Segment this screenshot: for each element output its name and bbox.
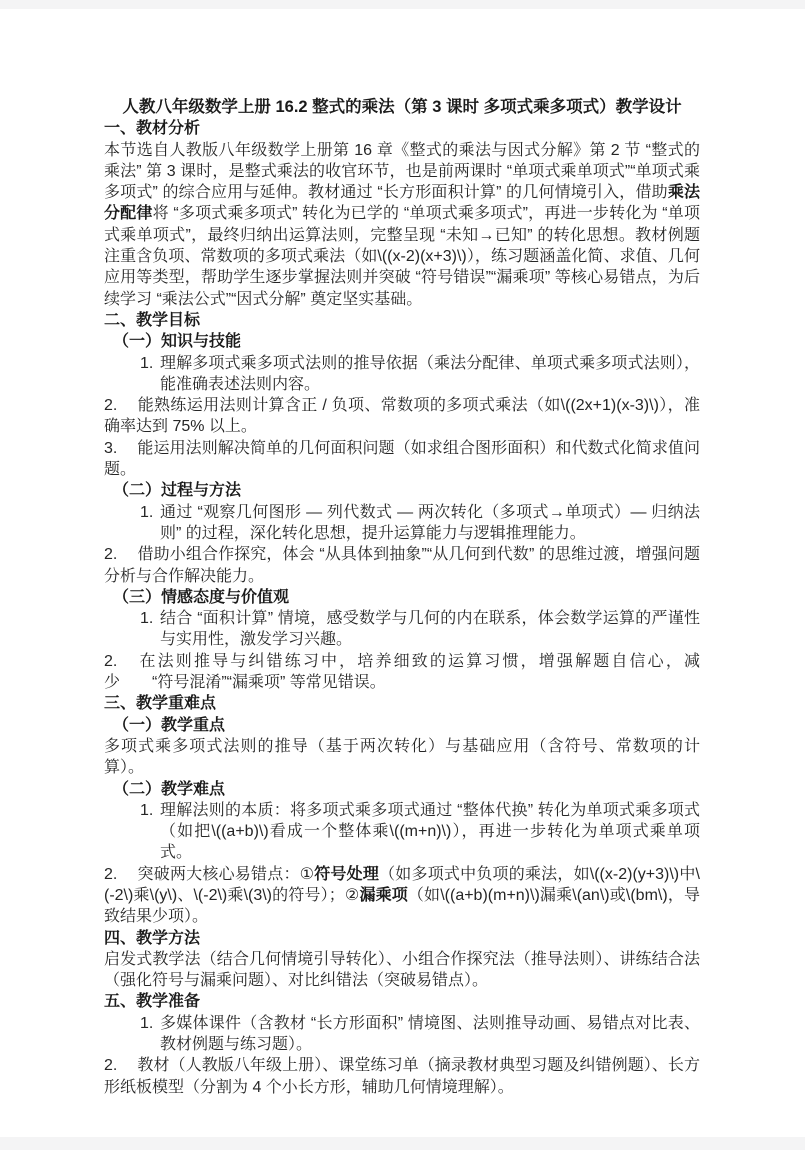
emphasized-text: 二、教学目标 (104, 311, 201, 329)
emphasized-text: （二）过程与方法 (113, 482, 242, 500)
item-number: 1. (140, 1014, 154, 1032)
text-run: 能熟练运用法则计算含正 / 负项、常数项的多项式乘法（如\((2x+1)(x-3)\)），准确率达到 75% 以上。 (104, 397, 700, 436)
subsection-heading (104, 715, 700, 736)
text-run: 理解法则的本质：将多项式乘多项式通过 “整体代换” 转化为单项式乘多项式（如把\((a+b)\)看成一个整体乘\((m+n)\)），再进一步转化为单项式乘单项式。 (160, 801, 700, 862)
numbered-list-item (104, 353, 700, 396)
item-number: 3. (104, 439, 118, 457)
item-number: 2. (104, 397, 118, 415)
document-title (104, 97, 700, 118)
section-heading (104, 991, 700, 1012)
subsection-heading (104, 587, 700, 608)
emphasized-text: 四、教学方法 (104, 929, 201, 947)
text-run: （如多项式中负项的乘法，如\((x-2)(y+3)\)中\(-2\)乘\(y\)、\(-2\)乘\(3\)的符号）；② (104, 865, 700, 904)
text-run: 借助小组合作探究，体会 “从具体到抽象”“从几何到代数” 的思维过渡，增强问题分析与合作解决能力。 (104, 546, 700, 585)
item-number: 2. (104, 865, 118, 883)
text-run: 本节选自人教版八年级数学上册第 16 章《整式的乘法与因式分解》第 2 节 “整式的乘法” 第 3 课时，是整式乘法的收官环节，也是前两课时 “单项式乘单项式”“单项式乘多项式” 的综合应用与延伸。教材通过 “长方形面积计算” 的几何情境引入，借助 (104, 141, 700, 202)
text-run: 多项式乘多项式法则的推导（基于两次转化）与基础应用（含符号、常数项的计算）。 (104, 737, 700, 777)
subsection-heading (104, 331, 700, 352)
subsection-heading (104, 779, 700, 800)
item-number: 1. (140, 354, 154, 372)
emphasized-text: 一、教材分析 (104, 120, 201, 138)
document-content (0, 9, 805, 1098)
emphasized-text: （一）教学重点 (113, 716, 226, 734)
item-number: 2. (104, 546, 118, 564)
numbered-list-item (104, 1013, 700, 1056)
item-number: 1. (140, 610, 154, 628)
section-heading (104, 693, 700, 714)
text-run: 理解多项式乘多项式法则的推导依据（乘法分配律、单项式乘多项式法则），能准确表述法则内容。 (160, 354, 700, 393)
emphasized-text: （一）知识与技能 (113, 333, 242, 351)
section-heading (104, 310, 700, 331)
numbered-paragraph (104, 395, 700, 438)
numbered-paragraph (104, 1055, 700, 1098)
item-number: 2. (104, 652, 118, 670)
text-run: 将 “多项式乘多项式” 转化为已学的 “单项式乘多项式”，再进一步转化为 “单项式乘单项式”，最终归纳出运算法则，完整呈现 “未知→已知” 的转化思想。教材例题注重含负项、常数项的多项式乘法（如\((x-2)(x+3)\)），练习题涵盖化简、求值、几何应用等类型，帮助学生逐步掌握法则并突破 “符号错误”“漏乘项” 等核心易错点，为后续学习 “乘法公式”“因式分解” 奠定坚实基础。 (104, 205, 700, 308)
text-run: 通过 “观察几何图形 — 列代数式 — 两次转化（多项式→单项式）— 归纳法则” 的过程，深化转化思想，提升运算能力与逻辑推理能力。 (160, 503, 700, 542)
item-number: 1. (140, 801, 154, 819)
paragraph (104, 736, 700, 779)
paragraph (104, 140, 700, 310)
text-run: （如\((a+b)(m+n)\)漏乘\(an\)或\(bm\)，导致结果少项）。 (104, 886, 700, 926)
section-heading (104, 118, 700, 139)
text-run: 突破两大核心易错点：① (137, 865, 315, 883)
text-run: 多媒体课件（含教材 “长方形面积” 情境图、法则推导动画、易错点对比表、教材例题与练习题）。 (160, 1014, 700, 1054)
numbered-paragraph (104, 438, 700, 481)
section-heading (104, 928, 700, 949)
text-run: 教材（人教版八年级上册）、课堂练习单（摘录教材典型习题及纠错例题）、长方形纸板模型（分割为 4 个小长方形，辅助几何情境理解）。 (104, 1057, 700, 1096)
numbered-list-item (104, 800, 700, 864)
text-run: 结合 “面积计算” 情境，感受数学与几何的内在联系，体会数学运算的严谨性与实用性，激发学习兴趣。 (160, 610, 700, 649)
emphasized-text: （二）教学难点 (113, 780, 226, 798)
emphasized-text: 人教八年级数学上册 16.2 整式的乘法（第 3 课时 多项式乘多项式）教学设计 (122, 98, 682, 116)
text-run: 启发式教学法（结合几何情境引导转化）、小组合作探究法（推导法则）、讲练结合法（强化符号与漏乘问题）、对比纠错法（突破易错点）。 (104, 950, 700, 990)
document-page (0, 9, 805, 1137)
numbered-paragraph (104, 864, 700, 928)
emphasized-text: 三、教学重难点 (104, 695, 217, 713)
text-run: 在法则推导与纠错练习中，培养细致的运算习惯，增强解题自信心，减少 “符号混淆”“漏乘项” 等常见错误。 (104, 652, 700, 692)
numbered-list-item (104, 608, 700, 651)
emphasized-text: 乘法分配律 (104, 184, 700, 223)
emphasized-text: 漏乘项 (359, 886, 408, 904)
numbered-paragraph (104, 651, 700, 694)
item-number: 1. (140, 503, 154, 521)
emphasized-text: 五、教学准备 (104, 993, 201, 1011)
subsection-heading (104, 480, 700, 501)
text-run: 能运用法则解决简单的几何面积问题（如求组合图形面积）和代数式化简求值问题。 (104, 439, 700, 479)
emphasized-text: （三）情感态度与价值观 (113, 588, 290, 606)
item-number: 2. (104, 1057, 118, 1075)
emphasized-text: 符号处理 (314, 865, 380, 883)
numbered-list-item (104, 502, 700, 545)
numbered-paragraph (104, 544, 700, 587)
paragraph (104, 949, 700, 992)
